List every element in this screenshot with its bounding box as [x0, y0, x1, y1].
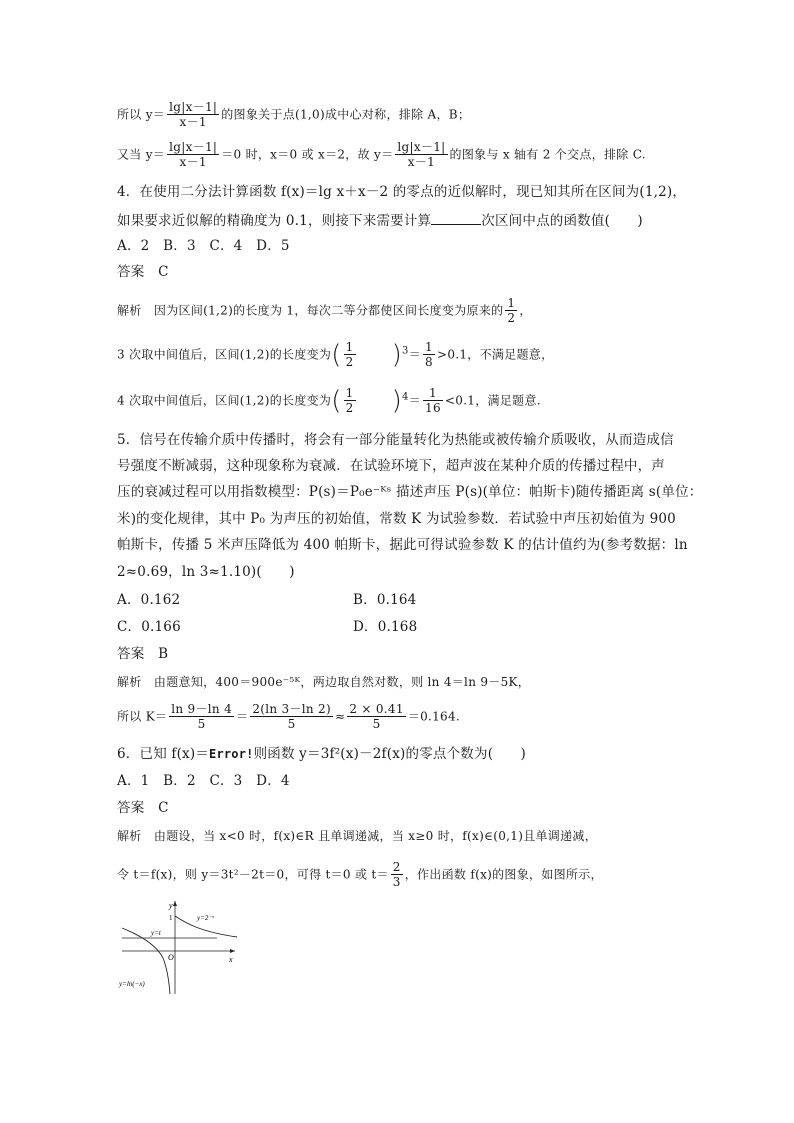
fraction: $\frac{1}{2}$ [345, 386, 354, 415]
question-4-line-b: 如果要求近似解的精确度为 0.1，则接下来需要计算 次区间中点的函数值( ) [117, 213, 643, 229]
label-y: y [169, 901, 173, 910]
option-b: B．0.164 [353, 592, 417, 608]
label-one: 1 [169, 914, 173, 922]
fraction: $\frac{1}{8}$ [425, 340, 433, 369]
question-6-explanation-1: 解析 由题设，当 x<0 时，f(x)∈R 且单调递减，当 x≥0 时，f(x)∈(0,1)且单调递减， [117, 829, 598, 843]
fraction: $\frac{2}{3}$ [392, 860, 401, 889]
question-6-explanation-2: 令 t＝f(x)，则 y＝3t²－2t＝0，可得 t＝0 或 t＝ $\frac{2}{3}$ ，作出函数 f(x)的图象，如图所示， [117, 860, 603, 889]
y-axis-arrow [173, 901, 177, 906]
error-text: Error! [209, 747, 254, 761]
question-6-answer: 答案 C [117, 800, 169, 816]
question-4-explanation-2: 3 次取中间值后，区间(1,2)的长度变为( $\frac{1}{2}$ )$^3$＝ $\frac{1}{8}$ >0.1，不满足题意， [117, 340, 554, 370]
fraction: $\frac{\lg|x-1|}{x-1}$ [169, 100, 218, 129]
fraction: $\frac{1}{2}$ [345, 340, 354, 369]
question-5-options-row-1: A．0.162 [117, 592, 181, 608]
label-y-equals-t: y=t [151, 929, 161, 937]
function-graph [117, 896, 247, 996]
question-5-line-6: 2≈0.69，ln 3≈1.10)( ) [117, 564, 295, 580]
question-4-explanation-1: 解析 因为区间(1,2)的长度为 1，每次二等分都使区间长度变为原来的 $\frac{1}{2}$ ， [117, 296, 532, 325]
text: 的图象关于点(1,0)成中心对称，排除 A，B； [221, 107, 471, 122]
question-6-options: A．1 B．2 C．3 D．4 [117, 773, 290, 789]
question-5-answer: 答案 B [117, 646, 169, 662]
fraction: $\frac{\lg|x-1|}{x-1}$ [397, 140, 446, 169]
fraction: $\frac{2(\ln 3-\ln 2)}{5}$ [252, 702, 331, 731]
label-exp-curve: y=2⁻ˣ [197, 914, 215, 922]
question-5-line-2: 号强度不断减弱，这种现象称为衰减．在试验环境下，超声波在某种介质的传播过程中，声 [117, 458, 665, 474]
question-6-line-1: 6．已知 f(x)＝Error!则函数 y＝3f²(x)－2f(x)的零点个数为( ) [117, 746, 527, 762]
question-5-explanation-1: 解析 由题意知，400＝900e⁻⁵ᴷ，两边取自然对数，则 ln 4＝ln 9－5K， [117, 675, 531, 689]
x-axis-arrow [230, 949, 235, 953]
text: 所以 y＝ [117, 107, 166, 122]
fraction: $\frac{1}{2}$ [507, 296, 516, 325]
question-5-options-row-2: C．0.166 [117, 619, 181, 635]
question-5-line-1: 5．信号在传输介质中传播时，将会有一部分能量转化为热能或被传输介质吸收，从而造成信 [117, 432, 674, 448]
question-4-explanation-3: 4 次取中间值后，区间(1,2)的长度变为( $\frac{1}{2}$ )$^4$＝ $\frac{1}{16}$ <0.1，满足题意. [117, 386, 541, 416]
fraction: $\frac{2 \times 0.41}{5}$ [349, 702, 404, 731]
fraction: $\frac{\ln 9-\ln 4}{5}$ [171, 702, 233, 731]
solution-line-intersections: 又当 y＝ $\frac{\lg|x-1|}{x-1}$ ＝0 时，x＝0 或 x＝2，故 y＝ $\frac{\lg|x-1|}{x-1}$ 的图象与 x 轴有 2 个交点，排除 C. [117, 140, 646, 169]
fraction: $\frac{\lg|x-1|}{x-1}$ [169, 140, 218, 169]
label-origin: O [168, 953, 174, 962]
question-5-explanation-2: 所以 K＝ $\frac{\ln 9-\ln 4}{5}$ ＝ $\frac{2(\ln 3-\ln 2)}{5}$ ≈ $\frac{2 \times 0.41}{5}$ ＝0.164. [117, 702, 461, 731]
question-5-line-3: 压的衰减过程可以用指数模型：P(s)＝P₀e⁻ᴷˢ 描述声压 P(s)(单位：帕斯卡)随传播距离 s(单位： [117, 484, 703, 500]
question-5-line-5: 帕斯卡，传播 5 米声压降低为 400 帕斯卡，据此可得试验参数 K 的估计值约为(参考数据：ln [117, 537, 688, 553]
answer-blank [431, 213, 481, 225]
question-4-line-a: 4．在使用二分法计算函数 f(x)＝lg x＋x－2 的零点的近似解时，现已知其所在区间为(1,2)， [117, 184, 687, 200]
fraction: $\frac{1}{16}$ [425, 386, 441, 415]
label-x: x [229, 955, 233, 964]
question-4-answer: 答案 C [117, 264, 169, 280]
question-4-options: A．2 B．3 C．4 D．5 [117, 238, 290, 254]
option-d: D．0.168 [353, 619, 418, 635]
question-5-line-4: 米)的变化规律，其中 P₀ 为声压的初始值，常数 K 为试验参数．若试验中声压初始值为 900 [117, 511, 676, 527]
solution-line-symmetry [117, 100, 470, 130]
label-ln-curve: y=ln(−x) [119, 980, 145, 988]
